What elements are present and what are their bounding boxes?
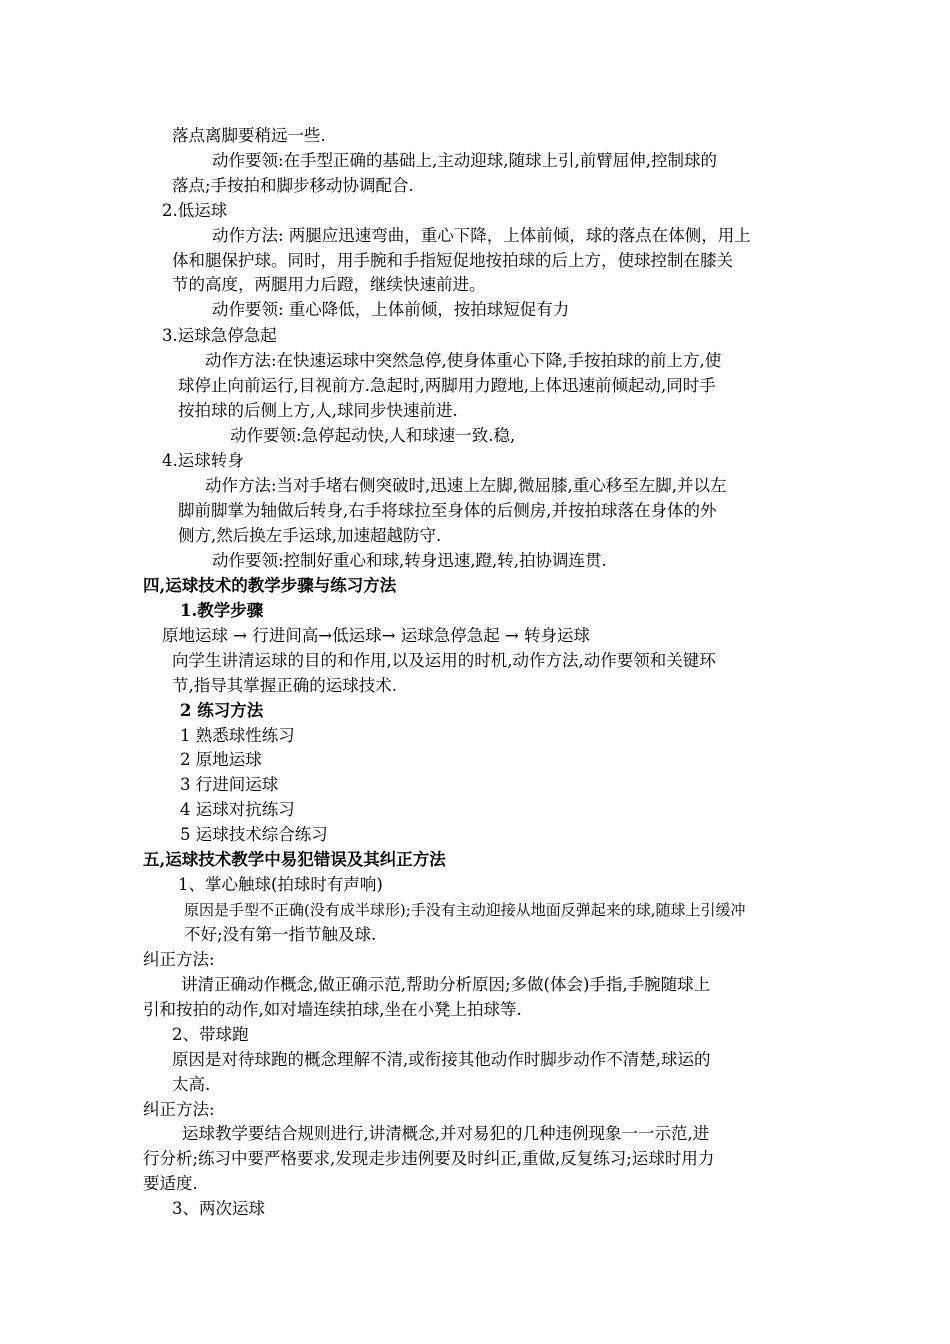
text-line: 向学生讲清运球的目的和作用,以及运用的时机,动作方法,动作要领和关键环 xyxy=(172,651,716,670)
list-item: 1 熟悉球性练习 xyxy=(180,726,295,745)
subsection-heading: 2 练习方法 xyxy=(180,701,264,720)
text-line: 原地运球 → 行进间高→低运球→ 运球急停急起 → 转身运球 xyxy=(162,626,591,645)
text-line: 动作要领: 重心降低，上体前倾，按拍球短促有力 xyxy=(212,300,570,319)
list-item: 4 运球对抗练习 xyxy=(180,800,295,819)
text-line: 脚前脚掌为轴做后转身,右手将球拉至身体的后侧房,并按拍球落在身体的外 xyxy=(178,501,717,520)
text-line: 要适度. xyxy=(143,1174,198,1193)
text-line: 原因是手型不正确(没有成半球形);手没有主动迎接从地面反弹起来的球,随球上引缓冲 xyxy=(184,901,746,919)
text-line: 落点离脚要稍远一些. xyxy=(172,126,326,145)
text-line: 动作方法:当对手堵右侧突破时,迅速上左脚,微屈膝,重心移至左脚,并以左 xyxy=(205,476,727,495)
text-line: 不好;没有第一指节触及球. xyxy=(184,925,377,944)
text-line: 节,指导其掌握正确的运球技术. xyxy=(172,676,397,695)
list-item: 5 运球技术综合练习 xyxy=(180,825,328,844)
text-line: 节的高度，两腿用力后蹬，继续快速前进。 xyxy=(172,275,486,294)
text-line: 动作方法: 两腿应迅速弯曲，重心下降，上体前倾，球的落点在体侧，用上 xyxy=(212,226,751,245)
section-heading: 五,运球技术教学中易犯错误及其纠正方法 xyxy=(143,850,446,869)
text-line: 动作方法:在快速运球中突然急停,使身体重心下降,手按拍球的前上方,使 xyxy=(205,351,722,370)
text-line: 纠正方法: xyxy=(143,1100,215,1119)
text-line: 动作要领:急停起动快,人和球速一致.稳, xyxy=(230,426,516,445)
text-line: 球停止向前运行,目视前方.急起时,两脚用力蹬地,上体迅速前倾起动,同时手 xyxy=(178,376,716,395)
list-heading: 2.低运球 xyxy=(162,201,228,220)
text-line: 讲清正确动作概念,做正确示范,帮助分析原因;多做(体会)手指,手腕随球上 xyxy=(181,975,711,994)
text-line: 行分析;练习中要严格要求,发现走步违例要及时纠正,重做,反复练习;运球时用力 xyxy=(143,1149,715,1168)
text-line: 太高. xyxy=(172,1075,211,1094)
text-line: 动作要领:在手型正确的基础上,主动迎球,随球上引,前臂屈伸,控制球的 xyxy=(212,151,718,170)
text-line: 体和腿保护球。同时，用手腕和手指短促地按拍球的后上方，使球控制在膝关 xyxy=(172,251,733,270)
text-line: 运球教学要结合规则进行,讲清概念,并对易犯的几种违例现象一一示范,进 xyxy=(182,1124,710,1143)
section-heading: 四,运球技术的教学步骤与练习方法 xyxy=(143,576,397,595)
list-heading: 3.运球急停急起 xyxy=(162,326,277,345)
list-heading: 2、带球跑 xyxy=(172,1025,249,1044)
text-line: 原因是对待球跑的概念理解不清,或衔接其他动作时脚步动作不清楚,球运的 xyxy=(172,1050,711,1069)
text-line: 纠正方法: xyxy=(143,950,215,969)
list-heading: 3、两次运球 xyxy=(172,1199,265,1218)
text-line: 引和按拍的动作,如对墙连续拍球,坐在小凳上拍球等. xyxy=(143,1000,522,1019)
text-line: 落点;手按拍和脚步移动协调配合. xyxy=(172,176,414,195)
text-line: 侧方,然后换左手运球,加速超越防守. xyxy=(178,526,442,545)
text-line: 按拍球的后侧上方,人,球同步快速前进. xyxy=(178,401,458,420)
text-line: 动作要领:控制好重心和球,转身迅速,蹬,转,拍协调连贯. xyxy=(212,551,607,570)
list-item: 3 行进间运球 xyxy=(180,775,279,794)
subsection-heading: 1.教学步骤 xyxy=(180,601,264,620)
list-heading: 1、掌心触球(拍球时有声响) xyxy=(178,875,383,894)
list-heading: 4.运球转身 xyxy=(162,451,244,470)
list-item: 2 原地运球 xyxy=(180,750,262,769)
